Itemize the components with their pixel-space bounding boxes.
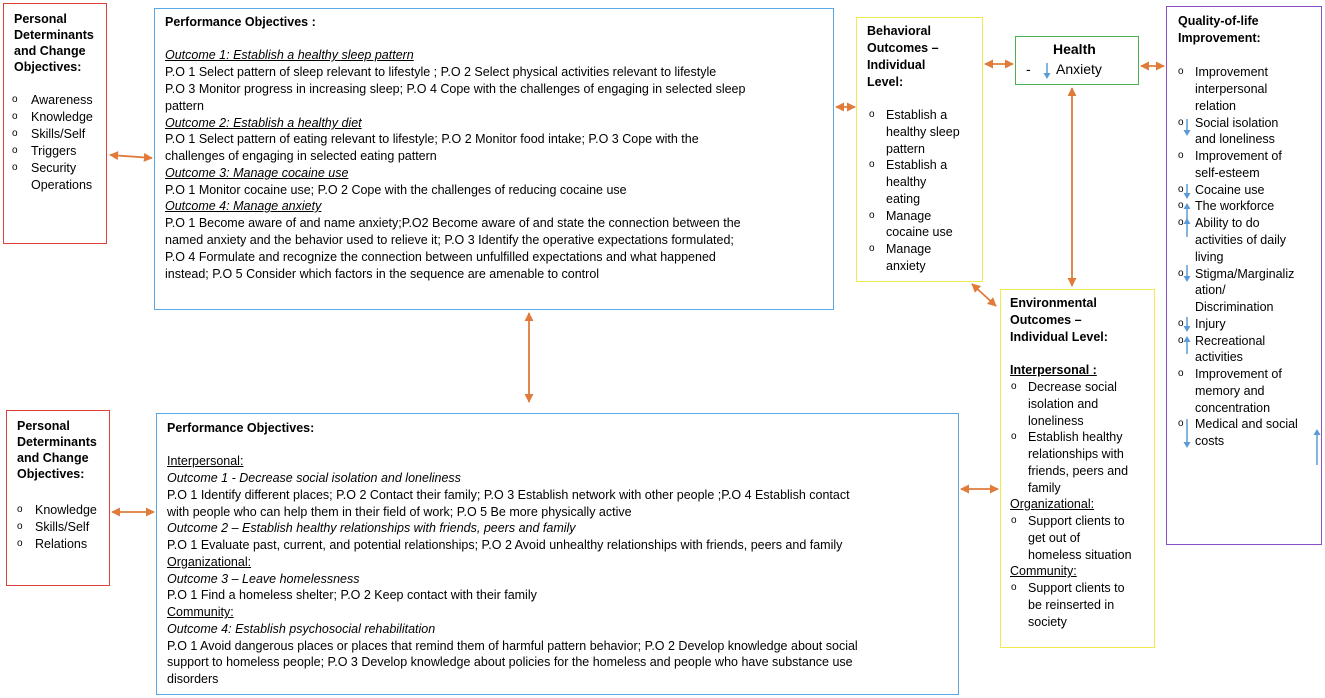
qol-item: Improvement of [1195,149,1282,163]
po-line: disorders [167,672,219,686]
po-line: P.O 1 Find a homeless shelter; P.O 2 Keep contact with their family [167,588,537,602]
behavioral-title-2: Outcomes – [867,41,939,55]
qol-item: concentration [1195,401,1271,415]
bullet-icon: o [12,162,18,173]
po-line: P.O 1 Evaluate past, current, and potential relationships; P.O 2 Avoid unhealthy relationships with friends, peers and family [167,538,843,552]
outcome-heading: Outcome 3: Manage cocaine use [165,166,349,180]
pd-top-title-4: Objectives: [14,60,82,74]
bullet-icon: o [1178,368,1184,379]
outcome-heading: Outcome 4: Manage anxiety [165,199,322,213]
bullet-icon: o [869,243,875,254]
behavioral-title-4: Level: [867,75,904,89]
po-top-title: Performance Objectives : [165,15,316,29]
qol-item: The workforce [1195,199,1275,213]
bullet-icon: o [869,109,875,120]
bullet-icon: o [12,145,18,156]
qol-item: self-esteem [1195,166,1260,180]
pd-top-title-2: Determinants [14,28,94,42]
bullet-icon: o [1011,515,1017,526]
bullet-icon: o [1011,381,1017,392]
pd-top-item: Awareness [31,93,93,107]
pd-top-item: Skills/Self [31,127,86,141]
qol-item: interpersonal [1195,82,1268,96]
behavioral-item: eating [886,192,921,206]
pd-bottom-title-1: Personal [17,419,70,433]
po-line: P.O 1 Select pattern of eating relevant to lifestyle; P.O 2 Monitor food intake; P.O 3 Cope with the [165,132,699,146]
qol-item: Stigma/Marginaliz [1195,267,1295,281]
bullet-icon: o [1178,184,1184,195]
env-item: Support clients to [1028,581,1125,595]
env-item: loneliness [1028,414,1084,428]
bullet-icon: o [1178,335,1184,346]
env-title-2: Outcomes – [1010,313,1082,327]
connector-pd-top-to-po-top [110,155,152,158]
po-line: P.O 1 Monitor cocaine use; P.O 2 Cope with the challenges of reducing cocaine use [165,183,627,197]
bullet-icon: o [869,159,875,170]
outcome-heading: Outcome 4: Establish psychosocial rehabilitation [167,622,436,636]
pd-bottom-title-4: Objectives: [17,467,85,481]
bullet-icon: o [1178,318,1184,329]
env-organizational-heading: Organizational: [1010,497,1095,511]
bullet-icon: o [1178,66,1184,77]
po-line: pattern [165,99,204,113]
health-item: Anxiety [1056,61,1102,77]
pd-bottom-item: Relations [35,537,88,551]
env-title-3: Individual Level: [1010,330,1108,344]
bullet-icon: o [1178,217,1184,228]
pd-top-item: Operations [31,178,93,192]
qol-item: Cocaine use [1195,183,1265,197]
outcome-heading: Outcome 1 - Decrease social isolation and loneliness [167,471,461,485]
outcome-heading: Outcome 2: Establish a healthy diet [165,116,362,130]
qol-item: and loneliness [1195,132,1275,146]
qol-title-2: Improvement: [1178,31,1261,45]
bullet-icon: o [1178,150,1184,161]
behavioral-title-1: Behavioral [867,24,931,38]
po-line: P.O 4 Formulate and recognize the connection between unfulfilled expectations and what happened [165,250,716,264]
env-item: homeless situation [1028,548,1132,562]
behavioral-item: Establish a [886,158,948,172]
env-item: family [1028,481,1061,495]
env-item: get out of [1028,531,1081,545]
qol-item: activities [1195,350,1243,364]
bullet-icon: o [17,521,23,532]
po-line: P.O 1 Select pattern of sleep relevant to lifestyle ; P.O 2 Select physical activities relevant to lifestyle [165,65,717,79]
pd-bottom-item: Knowledge [35,503,97,517]
po-line: P.O 1 Avoid dangerous places or places that remind them of harmful pattern behavior; P.O 2 Develop knowledge about social [167,639,858,653]
pd-top-title-3: and Change [14,44,86,58]
env-item: society [1028,615,1067,629]
bullet-icon: o [12,94,18,105]
bullet-icon: o [869,210,875,221]
behavioral-item: anxiety [886,259,926,273]
qol-item: Improvement of [1195,367,1282,381]
bullet-icon: o [1011,431,1017,442]
qol-item: ation/ [1195,283,1226,297]
env-title-1: Environmental [1010,296,1097,310]
qol-item: Social isolation [1195,116,1279,130]
pd-top-item: Security [31,161,77,175]
behavioral-item: Manage [886,209,932,223]
bullet-icon: o [1178,418,1184,429]
outcome-heading: Outcome 1: Establish a healthy sleep pattern [165,48,414,62]
pd-top-item: Triggers [31,144,77,158]
qol-item: Improvement [1195,65,1268,79]
po-line: with people who can help them in their field of work; P.O 5 Be more physically active [167,505,632,519]
bullet-icon: o [1178,200,1184,211]
qol-item: Medical and social [1195,417,1298,431]
env-item: friends, peers and [1028,464,1129,478]
env-community-heading: Community: [1010,564,1077,578]
bullet-icon: o [17,538,23,549]
bullet-icon: o [12,128,18,139]
health-title: Health [1053,41,1096,57]
pd-top-item: Knowledge [31,110,93,124]
po-line: challenges of engaging in selected eating pattern [165,149,437,163]
behavioral-item: Establish a [886,108,948,122]
po-line: support to homeless people; P.O 3 Develop knowledge about policies for the homeless and people who have substance use [167,655,853,669]
connector-behavioral-to-env [972,284,996,306]
qol-item: Ability to do [1195,216,1260,230]
bullet-icon: o [1178,117,1184,128]
pd-top-title-1: Personal [14,12,67,26]
po-line: P.O 3 Monitor progress in increasing sleep; P.O 4 Cope with the challenges of engaging in selected sleep [165,82,746,96]
po-line: instead; P.O 5 Consider which factors in the sequence are amenable to control [165,267,600,281]
qol-item: memory and [1195,384,1265,398]
env-item: be reinserted in [1028,598,1115,612]
qol-item: living [1195,250,1224,264]
qol-item: Discrimination [1195,300,1274,314]
qol-item: costs [1195,434,1225,448]
env-item: Decrease social [1028,380,1117,394]
po-line: P.O 1 Become aware of and name anxiety;P.O2 Become aware of and state the connection between the [165,216,741,230]
section-heading: Organizational: [167,555,252,569]
pd-bottom-title-3: and Change [17,451,89,465]
bullet-icon: o [1011,582,1017,593]
po-line: named anxiety and the behavior used to relieve it; P.O 3 Identify the operative expectations formulated; [165,233,734,247]
pd-bottom-title-2: Determinants [17,435,97,449]
outcome-heading: Outcome 3 – Leave homelessness [167,572,360,586]
env-item: relationships with [1028,447,1124,461]
env-item: isolation and [1028,397,1099,411]
qol-item: Recreational [1195,334,1266,348]
behavioral-item: Manage [886,242,932,256]
section-heading: Community: [167,605,234,619]
env-interpersonal-heading: Interpersonal : [1010,363,1097,377]
outcome-heading: Outcome 2 – Establish healthy relationships with friends, peers and family [167,521,576,535]
qol-title-1: Quality-of-life [1178,14,1259,28]
behavioral-item: cocaine use [886,225,953,239]
behavioral-title-3: Individual [867,58,926,72]
bullet-icon: o [12,111,18,122]
po-bottom-title: Performance Objectives: [167,421,315,435]
env-item: Establish healthy [1028,430,1123,444]
bullet-icon: o [17,504,23,515]
behavioral-item: healthy sleep [886,125,960,139]
bullet-icon: o [1178,268,1184,279]
env-item: Support clients to [1028,514,1125,528]
behavioral-item: pattern [886,142,925,156]
qol-item: activities of daily [1195,233,1287,247]
po-line: P.O 1 Identify different places; P.O 2 Contact their family; P.O 3 Establish network with other people ;P.O 4 Establish contact [167,488,850,502]
pd-bottom-item: Skills/Self [35,520,90,534]
qol-item: Injury [1195,317,1226,331]
health-minus: - [1026,61,1031,77]
section-heading: Interpersonal: [167,454,244,468]
behavioral-item: healthy [886,175,927,189]
qol-item: relation [1195,99,1236,113]
